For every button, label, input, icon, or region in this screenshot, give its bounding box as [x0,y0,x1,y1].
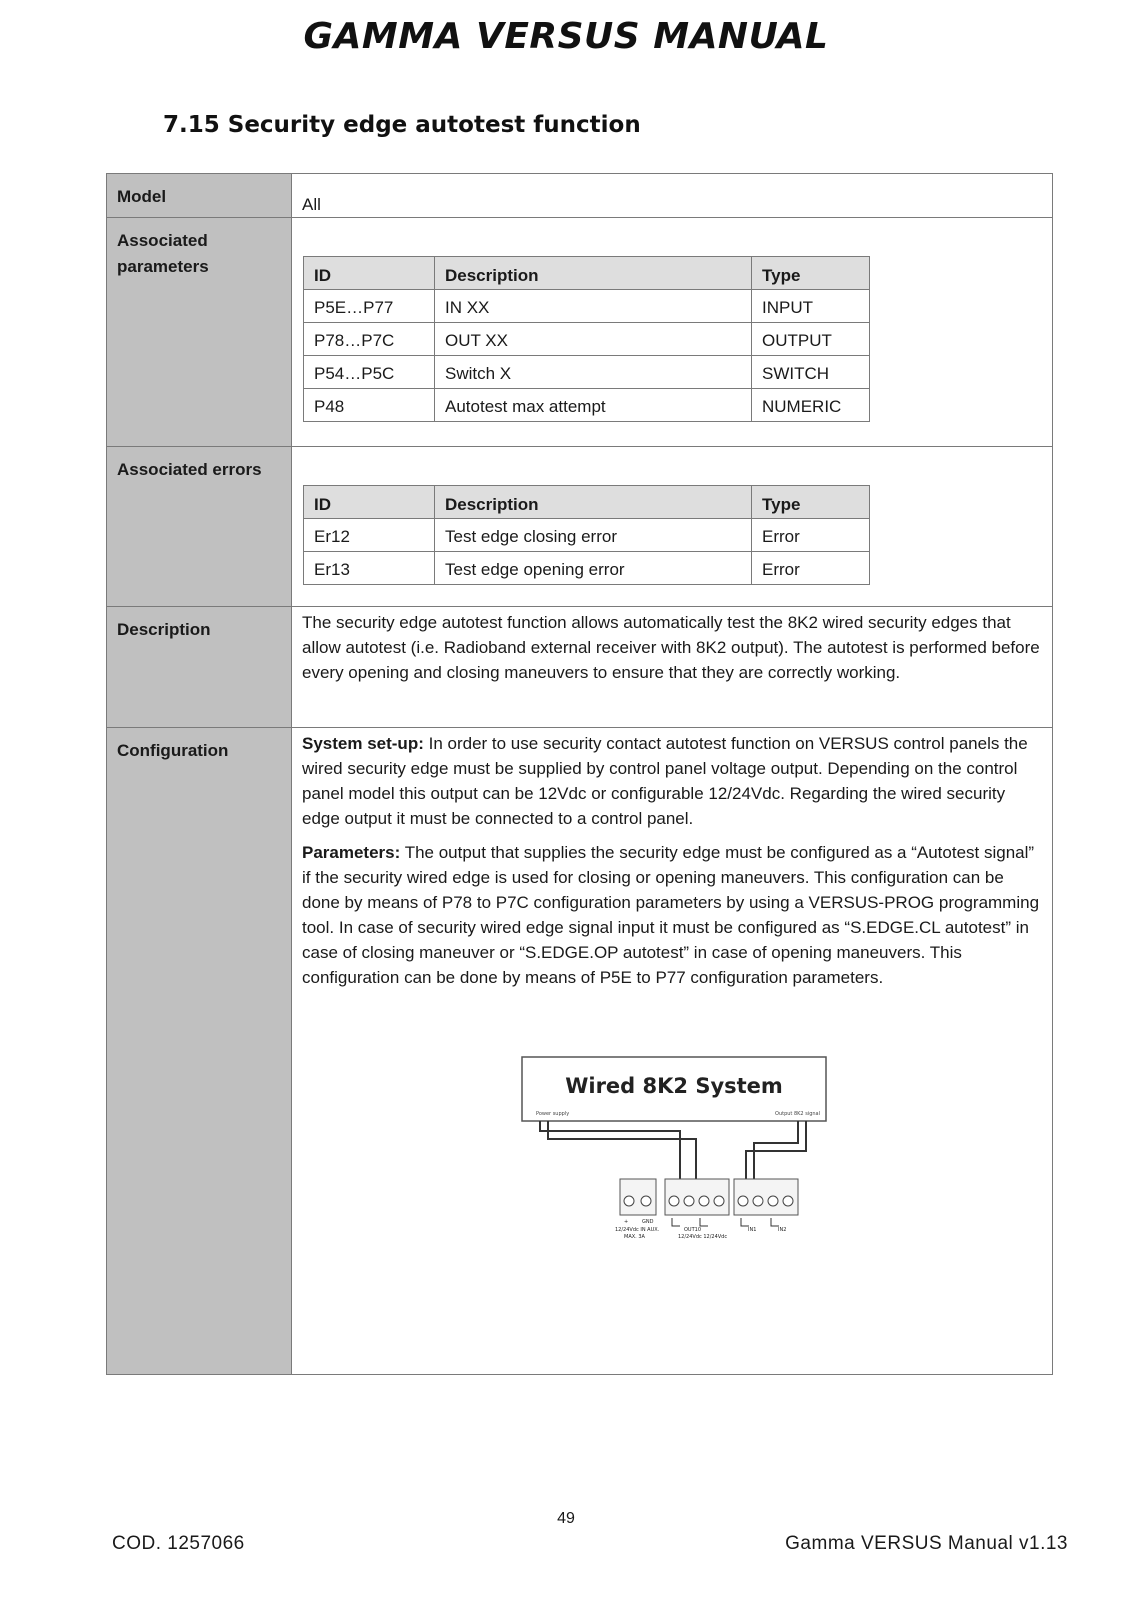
bracket-marks [672,1218,779,1226]
aux-max-label: MAX. 3A [624,1234,645,1240]
aux-input-label: 12/24Vdc IN AUX. [615,1227,660,1233]
setup-title: System set-up: [302,734,424,753]
errors-label: Associated errors [107,447,292,607]
errors-header-row [304,486,870,519]
error-description: Test edge opening error [435,552,752,585]
description-value [292,607,1053,728]
error-type: Error [752,519,870,552]
parameters-table [303,256,870,422]
setup-text: In order to use security contact autotest function on VERSUS control panels the wired security edge must be supplied by control panel voltage output. Depending on the control panel model this output can be 12Vdc or configurable 12/24Vdc. Regarding the wired security edge output it must be connected to a control panel. [302,734,1028,828]
param-id: P48 [304,389,435,422]
wiring-diagram [520,1055,830,1250]
terminal-block-out [665,1179,729,1240]
bracket [741,1218,749,1226]
table-row [304,552,870,585]
gnd-label: GND [642,1219,654,1225]
description-row [107,607,1053,728]
in2-label: IN2 [778,1227,787,1233]
parameters-text: The output that supplies the security edge must be configured as a “Autotest signal” if the security wired edge is used for closing or opening maneuvers. This configuration can be done by means of P78 to P7C configuration parameters by using a VERSUS-PROG programming tool. In case of security wired edge signal input it must be configured as “S.EDGE.CL autotest” in case of closing maneuver or “S.EDGE.OP autotest” in case of opening maneuvers. This configuration can be done by means of P5E to P77 configuration parameters. [302,843,1040,987]
param-type: NUMERIC [752,389,870,422]
table-row [304,389,870,422]
errors-row [107,447,1053,607]
description-label: Description [107,607,292,728]
param-id: P5E…P77 [304,290,435,323]
screw-terminal [684,1196,694,1206]
terminal-block-in [734,1179,798,1233]
plus-label: + [624,1219,629,1225]
bracket [700,1218,708,1226]
header-description: Description [435,486,752,519]
param-description: Autotest max attempt [435,389,752,422]
parameters-header-row [304,257,870,290]
configuration-label: Configuration [107,728,292,1375]
screw-terminal [714,1196,724,1206]
document-title: GAMMA VERSUS MANUAL [303,16,829,57]
header-description: Description [435,257,752,290]
screw-terminal [669,1196,679,1206]
errors-value [292,447,1053,607]
header-type: Type [752,486,870,519]
screw-terminal [641,1196,651,1206]
param-type: INPUT [752,290,870,323]
model-row [107,174,1053,218]
param-type: OUTPUT [752,323,870,356]
table-row [304,356,870,389]
model-label: Model [107,174,292,218]
screw-terminal [768,1196,778,1206]
wires [540,1121,806,1181]
screw-terminal [624,1196,634,1206]
param-id: P78…P7C [304,323,435,356]
error-description: Test edge closing error [435,519,752,552]
error-type: Error [752,552,870,585]
error-id: Er12 [304,519,435,552]
in1-label: IN1 [748,1227,757,1233]
param-description: OUT XX [435,323,752,356]
section-heading: 7.15 Security edge autotest function [163,112,641,138]
wire [540,1121,680,1181]
screw-terminal [753,1196,763,1206]
header-id: ID [304,257,435,290]
page-number: 49 [557,1510,575,1527]
wired-8k2-system-diagram [520,1055,830,1250]
param-type: SWITCH [752,356,870,389]
table-row [304,290,870,323]
diagram-title: Wired 8K2 System [565,1074,783,1098]
out-voltage-label: 12/24Vdc 12/24Vdc [678,1234,728,1240]
model-value-text: All [302,195,321,214]
parameters-row [107,218,1053,447]
out10-label: OUT10 [684,1227,702,1233]
error-id: Er13 [304,552,435,585]
manual-version: Gamma VERSUS Manual v1.13 [785,1533,1068,1554]
bracket [672,1218,680,1226]
table-row [304,323,870,356]
terminal-block-aux [615,1179,660,1240]
parameters-label: Associated parameters [107,218,292,447]
function-spec-table [106,173,1053,1375]
parameters-value [292,218,1053,447]
model-value [292,174,1053,218]
screw-terminal [783,1196,793,1206]
table-row [304,519,870,552]
configuration-value [292,728,1053,1375]
output-signal-label: Output 8K2 signal [775,1111,820,1117]
param-description: IN XX [435,290,752,323]
errors-table [303,485,870,585]
document-code: COD. 1257066 [112,1533,245,1554]
header-type: Type [752,257,870,290]
screw-terminal [738,1196,748,1206]
parameters-paragraph [302,840,1044,990]
screw-terminal [699,1196,709,1206]
bracket [771,1218,779,1226]
power-supply-label: Power supply [536,1111,570,1117]
description-text: The security edge autotest function allows automatically test the 8K2 wired security edges that allow autotest (i.e. Radioband external receiver with 8K2 output). The autotest is performed before every opening and closing maneuvers to ensure that they are correctly working. [302,613,1040,682]
configuration-row [107,728,1053,1375]
param-description: Switch X [435,356,752,389]
param-id: P54…P5C [304,356,435,389]
parameters-title: Parameters: [302,843,401,862]
header-id: ID [304,486,435,519]
setup-paragraph [302,728,1044,831]
